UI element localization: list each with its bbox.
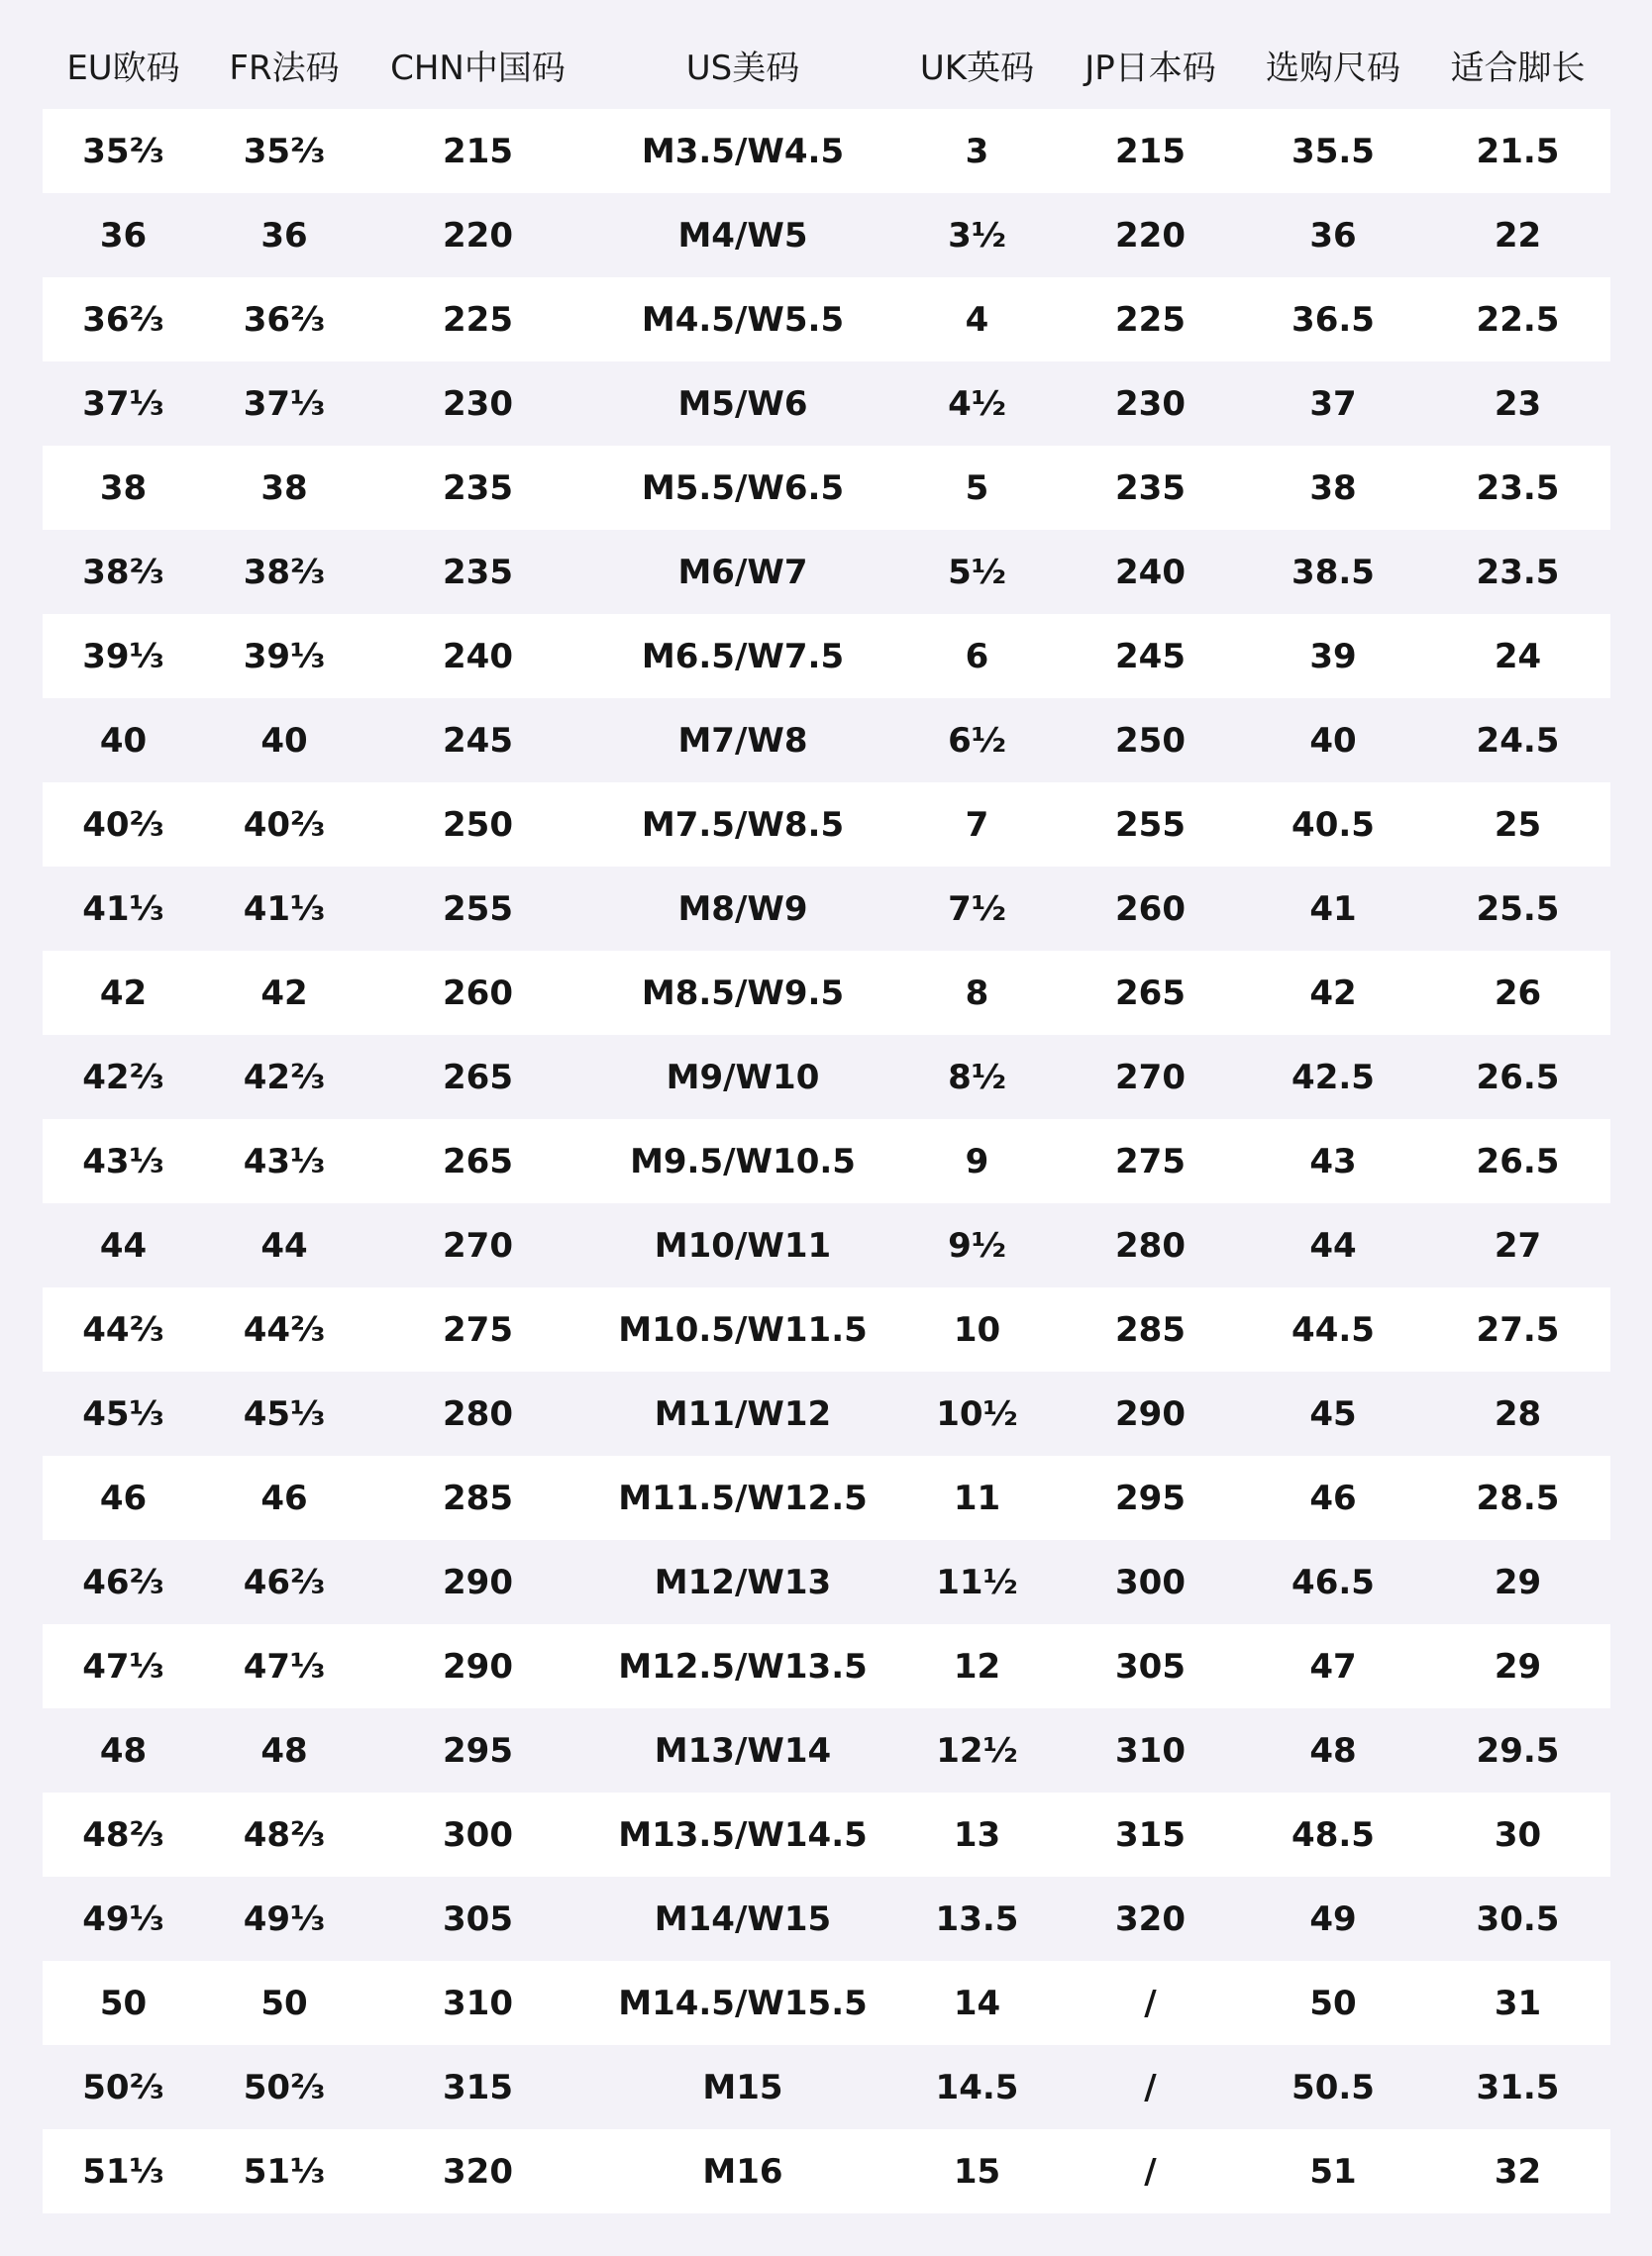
cell-chn-size: 290 [364, 1624, 591, 1708]
cell-foot-length: 23.5 [1425, 446, 1610, 530]
cell-uk-size: 15 [894, 2129, 1060, 2213]
cell-us-size: M11/W12 [591, 1372, 894, 1456]
cell-chn-size: 300 [364, 1793, 591, 1877]
cell-fr-size: 48⅔ [204, 1793, 364, 1877]
cell-uk-size: 7½ [894, 867, 1060, 951]
cell-eu-size: 49⅓ [43, 1877, 204, 1961]
cell-uk-size: 11½ [894, 1540, 1060, 1624]
table-row [43, 1708, 1610, 1793]
table-body [43, 109, 1610, 2213]
cell-fr-size: 50⅔ [204, 2045, 364, 2129]
table-row [43, 530, 1610, 614]
cell-eu-size: 51⅓ [43, 2129, 204, 2213]
cell-chn-size: 240 [364, 614, 591, 698]
cell-jp-size: / [1060, 1961, 1241, 2045]
cell-fr-size: 42⅔ [204, 1035, 364, 1119]
cell-eu-size: 39⅓ [43, 614, 204, 698]
cell-uk-size: 9½ [894, 1203, 1060, 1287]
cell-jp-size: 315 [1060, 1793, 1241, 1877]
cell-foot-length: 27.5 [1425, 1287, 1610, 1372]
cell-fr-size: 36⅔ [204, 277, 364, 361]
cell-fr-size: 46⅔ [204, 1540, 364, 1624]
table-row [43, 1877, 1610, 1961]
cell-foot-length: 29.5 [1425, 1708, 1610, 1793]
cell-fr-size: 44 [204, 1203, 364, 1287]
column-header-foot-length: 适合脚长 [1450, 48, 1586, 88]
cell-recommended-size: 44.5 [1241, 1287, 1425, 1372]
cell-eu-size: 41⅓ [43, 867, 204, 951]
cell-recommended-size: 36 [1241, 193, 1425, 277]
cell-recommended-size: 45 [1241, 1372, 1425, 1456]
table-row [43, 1793, 1610, 1877]
cell-us-size: M8.5/W9.5 [591, 951, 894, 1035]
cell-eu-size: 40⅔ [43, 782, 204, 867]
table-row [43, 1119, 1610, 1203]
cell-eu-size: 45⅓ [43, 1372, 204, 1456]
cell-chn-size: 315 [364, 2045, 591, 2129]
table-row [43, 446, 1610, 530]
column-header-us-size: US美码 [685, 48, 800, 88]
table-row [43, 951, 1610, 1035]
cell-uk-size: 14.5 [894, 2045, 1060, 2129]
cell-foot-length: 31 [1425, 1961, 1610, 2045]
cell-chn-size: 295 [364, 1708, 591, 1793]
cell-foot-length: 26.5 [1425, 1119, 1610, 1203]
cell-uk-size: 4½ [894, 361, 1060, 446]
cell-chn-size: 230 [364, 361, 591, 446]
cell-us-size: M6.5/W7.5 [591, 614, 894, 698]
cell-chn-size: 215 [364, 109, 591, 193]
cell-fr-size: 44⅔ [204, 1287, 364, 1372]
cell-recommended-size: 36.5 [1241, 277, 1425, 361]
cell-uk-size: 9 [894, 1119, 1060, 1203]
cell-us-size: M10/W11 [591, 1203, 894, 1287]
cell-chn-size: 220 [364, 193, 591, 277]
cell-us-size: M11.5/W12.5 [591, 1456, 894, 1540]
cell-recommended-size: 42.5 [1241, 1035, 1425, 1119]
cell-eu-size: 38 [43, 446, 204, 530]
cell-chn-size: 245 [364, 698, 591, 782]
table-row [43, 1203, 1610, 1287]
cell-foot-length: 31.5 [1425, 2045, 1610, 2129]
cell-us-size: M13/W14 [591, 1708, 894, 1793]
cell-uk-size: 12½ [894, 1708, 1060, 1793]
table-row [43, 1961, 1610, 2045]
cell-eu-size: 36⅔ [43, 277, 204, 361]
cell-recommended-size: 41 [1241, 867, 1425, 951]
cell-chn-size: 265 [364, 1035, 591, 1119]
cell-us-size: M4/W5 [591, 193, 894, 277]
cell-jp-size: 290 [1060, 1372, 1241, 1456]
cell-foot-length: 26 [1425, 951, 1610, 1035]
cell-chn-size: 320 [364, 2129, 591, 2213]
cell-us-size: M16 [591, 2129, 894, 2213]
size-chart [43, 20, 1610, 2213]
column-header-recommended-size: 选购尺码 [1266, 48, 1400, 88]
cell-jp-size: 305 [1060, 1624, 1241, 1708]
cell-fr-size: 40⅔ [204, 782, 364, 867]
cell-fr-size: 41⅓ [204, 867, 364, 951]
cell-us-size: M7/W8 [591, 698, 894, 782]
cell-foot-length: 29 [1425, 1624, 1610, 1708]
cell-foot-length: 25 [1425, 782, 1610, 867]
cell-fr-size: 37⅓ [204, 361, 364, 446]
cell-jp-size: 240 [1060, 530, 1241, 614]
cell-recommended-size: 48.5 [1241, 1793, 1425, 1877]
cell-eu-size: 46 [43, 1456, 204, 1540]
table-row [43, 1287, 1610, 1372]
cell-jp-size: 250 [1060, 698, 1241, 782]
cell-us-size: M14/W15 [591, 1877, 894, 1961]
cell-eu-size: 36 [43, 193, 204, 277]
cell-uk-size: 8½ [894, 1035, 1060, 1119]
cell-us-size: M13.5/W14.5 [591, 1793, 894, 1877]
table-row [43, 2129, 1610, 2213]
cell-eu-size: 50⅔ [43, 2045, 204, 2129]
cell-eu-size: 48 [43, 1708, 204, 1793]
table-row [43, 867, 1610, 951]
cell-foot-length: 28.5 [1425, 1456, 1610, 1540]
cell-uk-size: 3½ [894, 193, 1060, 277]
cell-eu-size: 48⅔ [43, 1793, 204, 1877]
cell-foot-length: 28 [1425, 1372, 1610, 1456]
cell-recommended-size: 43 [1241, 1119, 1425, 1203]
cell-foot-length: 29 [1425, 1540, 1610, 1624]
cell-uk-size: 5½ [894, 530, 1060, 614]
cell-recommended-size: 44 [1241, 1203, 1425, 1287]
cell-eu-size: 47⅓ [43, 1624, 204, 1708]
cell-eu-size: 37⅓ [43, 361, 204, 446]
table-row [43, 1540, 1610, 1624]
table-row [43, 698, 1610, 782]
cell-recommended-size: 40.5 [1241, 782, 1425, 867]
cell-recommended-size: 42 [1241, 951, 1425, 1035]
cell-recommended-size: 38 [1241, 446, 1425, 530]
cell-chn-size: 290 [364, 1540, 591, 1624]
table-row [43, 1035, 1610, 1119]
cell-eu-size: 40 [43, 698, 204, 782]
cell-chn-size: 285 [364, 1456, 591, 1540]
cell-jp-size: 310 [1060, 1708, 1241, 1793]
cell-fr-size: 50 [204, 1961, 364, 2045]
cell-uk-size: 6½ [894, 698, 1060, 782]
cell-recommended-size: 37 [1241, 361, 1425, 446]
cell-jp-size: 280 [1060, 1203, 1241, 1287]
cell-jp-size: / [1060, 2129, 1241, 2213]
cell-uk-size: 3 [894, 109, 1060, 193]
cell-fr-size: 40 [204, 698, 364, 782]
cell-jp-size: / [1060, 2045, 1241, 2129]
cell-eu-size: 38⅔ [43, 530, 204, 614]
cell-uk-size: 13.5 [894, 1877, 1060, 1961]
cell-jp-size: 300 [1060, 1540, 1241, 1624]
cell-us-size: M12/W13 [591, 1540, 894, 1624]
cell-jp-size: 255 [1060, 782, 1241, 867]
cell-recommended-size: 51 [1241, 2129, 1425, 2213]
cell-eu-size: 43⅓ [43, 1119, 204, 1203]
cell-recommended-size: 38.5 [1241, 530, 1425, 614]
cell-chn-size: 275 [364, 1287, 591, 1372]
cell-foot-length: 23 [1425, 361, 1610, 446]
table-row [43, 1624, 1610, 1708]
cell-uk-size: 12 [894, 1624, 1060, 1708]
cell-uk-size: 5 [894, 446, 1060, 530]
cell-chn-size: 305 [364, 1877, 591, 1961]
cell-fr-size: 51⅓ [204, 2129, 364, 2213]
cell-recommended-size: 50.5 [1241, 2045, 1425, 2129]
cell-foot-length: 22.5 [1425, 277, 1610, 361]
cell-chn-size: 280 [364, 1372, 591, 1456]
cell-us-size: M15 [591, 2045, 894, 2129]
cell-jp-size: 295 [1060, 1456, 1241, 1540]
cell-jp-size: 235 [1060, 446, 1241, 530]
cell-jp-size: 270 [1060, 1035, 1241, 1119]
table-row [43, 193, 1610, 277]
cell-us-size: M3.5/W4.5 [591, 109, 894, 193]
cell-us-size: M8/W9 [591, 867, 894, 951]
cell-jp-size: 245 [1060, 614, 1241, 698]
cell-jp-size: 275 [1060, 1119, 1241, 1203]
cell-jp-size: 285 [1060, 1287, 1241, 1372]
cell-us-size: M6/W7 [591, 530, 894, 614]
cell-recommended-size: 47 [1241, 1624, 1425, 1708]
cell-jp-size: 215 [1060, 109, 1241, 193]
cell-foot-length: 24 [1425, 614, 1610, 698]
table-row [43, 2045, 1610, 2129]
cell-foot-length: 21.5 [1425, 109, 1610, 193]
cell-chn-size: 260 [364, 951, 591, 1035]
cell-chn-size: 235 [364, 446, 591, 530]
cell-uk-size: 13 [894, 1793, 1060, 1877]
cell-eu-size: 50 [43, 1961, 204, 2045]
cell-uk-size: 11 [894, 1456, 1060, 1540]
cell-chn-size: 265 [364, 1119, 591, 1203]
column-header-eu-size: EU欧码 [66, 48, 180, 88]
cell-jp-size: 230 [1060, 361, 1241, 446]
cell-foot-length: 30 [1425, 1793, 1610, 1877]
column-header-uk-size: UK英码 [919, 48, 1035, 88]
cell-foot-length: 30.5 [1425, 1877, 1610, 1961]
cell-jp-size: 320 [1060, 1877, 1241, 1961]
cell-us-size: M7.5/W8.5 [591, 782, 894, 867]
cell-us-size: M9/W10 [591, 1035, 894, 1119]
header-row [43, 20, 1610, 109]
cell-uk-size: 8 [894, 951, 1060, 1035]
table-row [43, 614, 1610, 698]
cell-foot-length: 23.5 [1425, 530, 1610, 614]
cell-eu-size: 35⅔ [43, 109, 204, 193]
table-row [43, 1372, 1610, 1456]
table-header [43, 20, 1610, 109]
cell-fr-size: 42 [204, 951, 364, 1035]
table-row [43, 277, 1610, 361]
cell-us-size: M5.5/W6.5 [591, 446, 894, 530]
cell-us-size: M5/W6 [591, 361, 894, 446]
cell-recommended-size: 48 [1241, 1708, 1425, 1793]
cell-eu-size: 42⅔ [43, 1035, 204, 1119]
cell-uk-size: 10½ [894, 1372, 1060, 1456]
cell-fr-size: 45⅓ [204, 1372, 364, 1456]
cell-chn-size: 255 [364, 867, 591, 951]
cell-foot-length: 22 [1425, 193, 1610, 277]
cell-fr-size: 36 [204, 193, 364, 277]
cell-foot-length: 25.5 [1425, 867, 1610, 951]
cell-uk-size: 4 [894, 277, 1060, 361]
cell-chn-size: 310 [364, 1961, 591, 2045]
cell-fr-size: 48 [204, 1708, 364, 1793]
cell-chn-size: 225 [364, 277, 591, 361]
cell-recommended-size: 49 [1241, 1877, 1425, 1961]
cell-uk-size: 10 [894, 1287, 1060, 1372]
cell-foot-length: 26.5 [1425, 1035, 1610, 1119]
cell-fr-size: 38 [204, 446, 364, 530]
cell-fr-size: 49⅓ [204, 1877, 364, 1961]
cell-foot-length: 32 [1425, 2129, 1610, 2213]
cell-recommended-size: 35.5 [1241, 109, 1425, 193]
cell-foot-length: 27 [1425, 1203, 1610, 1287]
cell-jp-size: 260 [1060, 867, 1241, 951]
cell-us-size: M4.5/W5.5 [591, 277, 894, 361]
table-row [43, 361, 1610, 446]
cell-eu-size: 44⅔ [43, 1287, 204, 1372]
cell-eu-size: 42 [43, 951, 204, 1035]
cell-recommended-size: 46 [1241, 1456, 1425, 1540]
cell-us-size: M9.5/W10.5 [591, 1119, 894, 1203]
cell-fr-size: 43⅓ [204, 1119, 364, 1203]
cell-recommended-size: 50 [1241, 1961, 1425, 2045]
column-header-chn-size: CHN中国码 [390, 48, 566, 88]
cell-jp-size: 225 [1060, 277, 1241, 361]
cell-us-size: M12.5/W13.5 [591, 1624, 894, 1708]
cell-recommended-size: 39 [1241, 614, 1425, 698]
cell-jp-size: 220 [1060, 193, 1241, 277]
table-row [43, 782, 1610, 867]
cell-fr-size: 39⅓ [204, 614, 364, 698]
cell-eu-size: 44 [43, 1203, 204, 1287]
cell-fr-size: 38⅔ [204, 530, 364, 614]
cell-chn-size: 270 [364, 1203, 591, 1287]
cell-uk-size: 7 [894, 782, 1060, 867]
cell-chn-size: 250 [364, 782, 591, 867]
column-header-fr-size: FR法码 [229, 48, 340, 88]
cell-fr-size: 35⅔ [204, 109, 364, 193]
cell-us-size: M14.5/W15.5 [591, 1961, 894, 2045]
cell-chn-size: 235 [364, 530, 591, 614]
cell-fr-size: 47⅓ [204, 1624, 364, 1708]
size-conversion-table [43, 20, 1610, 2213]
cell-recommended-size: 40 [1241, 698, 1425, 782]
cell-jp-size: 265 [1060, 951, 1241, 1035]
cell-uk-size: 6 [894, 614, 1060, 698]
cell-us-size: M10.5/W11.5 [591, 1287, 894, 1372]
table-row [43, 109, 1610, 193]
cell-fr-size: 46 [204, 1456, 364, 1540]
cell-foot-length: 24.5 [1425, 698, 1610, 782]
column-header-jp-size: JP日本码 [1084, 48, 1216, 88]
cell-recommended-size: 46.5 [1241, 1540, 1425, 1624]
table-row [43, 1456, 1610, 1540]
cell-uk-size: 14 [894, 1961, 1060, 2045]
cell-eu-size: 46⅔ [43, 1540, 204, 1624]
